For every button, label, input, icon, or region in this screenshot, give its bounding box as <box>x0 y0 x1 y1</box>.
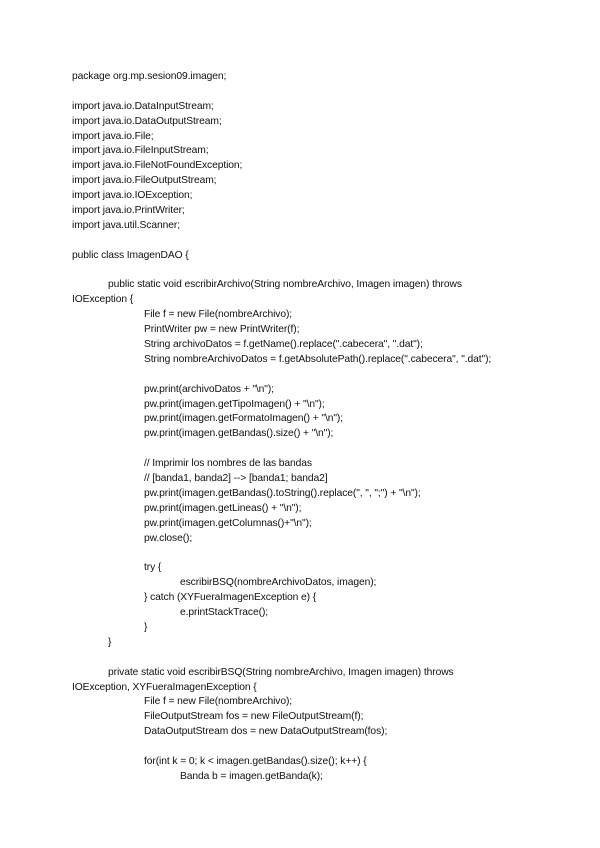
code-line: import java.io.FileInputStream; <box>72 145 209 157</box>
code-line: pw.print(imagen.getFormatoImagen() + "\n"); <box>144 413 344 425</box>
code-line: import java.io.DataInputStream; <box>72 100 214 112</box>
code-line: import java.io.DataOutputStream; <box>72 115 222 127</box>
blank-line <box>72 264 542 279</box>
blank-line <box>72 651 542 666</box>
code-line: import java.io.PrintWriter; <box>72 205 185 217</box>
code-line: import java.io.File; <box>72 130 154 142</box>
code-line: import java.io.FileOutputStream; <box>72 175 217 187</box>
code-listing <box>72 70 542 785</box>
code-line: } catch (XYFueraImagenException e) { <box>144 592 317 604</box>
code-line: public class ImagenDAO { <box>72 249 189 261</box>
code-line: private static void escribirBSQ(String nombreArchivo, Imagen imagen) throws <box>108 666 454 678</box>
code-line: IOException { <box>72 294 134 306</box>
code-line: DataOutputStream dos = new DataOutputStream(fos); <box>144 726 388 738</box>
code-line: e.printStackTrace(); <box>180 607 269 619</box>
blank-line <box>72 234 542 249</box>
code-line: pw.print(imagen.getBandas().toString().replace(", ", ";") + "\n"); <box>144 487 421 499</box>
code-line: // [banda1, banda2] --> [banda1; banda2] <box>144 473 328 485</box>
code-line: pw.print(archivoDatos + "\n"); <box>144 383 274 395</box>
code-line: PrintWriter pw = new PrintWriter(f); <box>144 324 300 336</box>
code-line: } <box>108 636 112 648</box>
code-line: pw.print(imagen.getLineas() + "\n"); <box>144 502 302 514</box>
code-line: escribirBSQ(nombreArchivoDatos, imagen); <box>180 577 377 589</box>
code-line: package org.mp.sesion09.imagen; <box>72 71 227 82</box>
code-line: File f = new File(nombreArchivo); <box>144 696 293 708</box>
code-line: pw.close(); <box>144 532 193 544</box>
code-line: import java.io.FileNotFoundException; <box>72 160 243 172</box>
code-line: Banda b = imagen.getBanda(k); <box>180 770 323 782</box>
blank-line <box>72 547 542 562</box>
code-line: for(int k = 0; k < imagen.getBandas().size(); k++) { <box>144 755 367 767</box>
code-line: String nombreArchivoDatos = f.getAbsolutePath().replace(".cabecera", ".dat"); <box>144 353 492 365</box>
code-line: String archivoDatos = f.getName().replace(".cabecera", ".dat"); <box>144 339 423 351</box>
blank-line <box>72 740 542 755</box>
code-line: // Imprimir los nombres de las bandas <box>144 458 312 470</box>
code-line: public static void escribirArchivo(String nombreArchivo, Imagen imagen) throws <box>108 279 462 291</box>
code-line: import java.util.Scanner; <box>72 219 180 231</box>
code-line: pw.print(imagen.getBandas().size() + "\n"); <box>144 428 334 440</box>
code-line: import java.io.IOException; <box>72 190 193 202</box>
code-line: File f = new File(nombreArchivo); <box>144 309 293 321</box>
code-line: } <box>144 621 148 633</box>
blank-line <box>72 442 542 457</box>
code-line: try { <box>144 562 162 574</box>
blank-line <box>72 368 542 383</box>
code-line: IOException, XYFueraImagenException { <box>72 681 257 693</box>
code-line: pw.print(imagen.getColumnas()+"\n"); <box>144 517 312 529</box>
code-line: pw.print(imagen.getTipoImagen() + "\n"); <box>144 398 325 410</box>
blank-line <box>72 85 542 100</box>
code-line: FileOutputStream fos = new FileOutputStream(f); <box>144 711 364 723</box>
